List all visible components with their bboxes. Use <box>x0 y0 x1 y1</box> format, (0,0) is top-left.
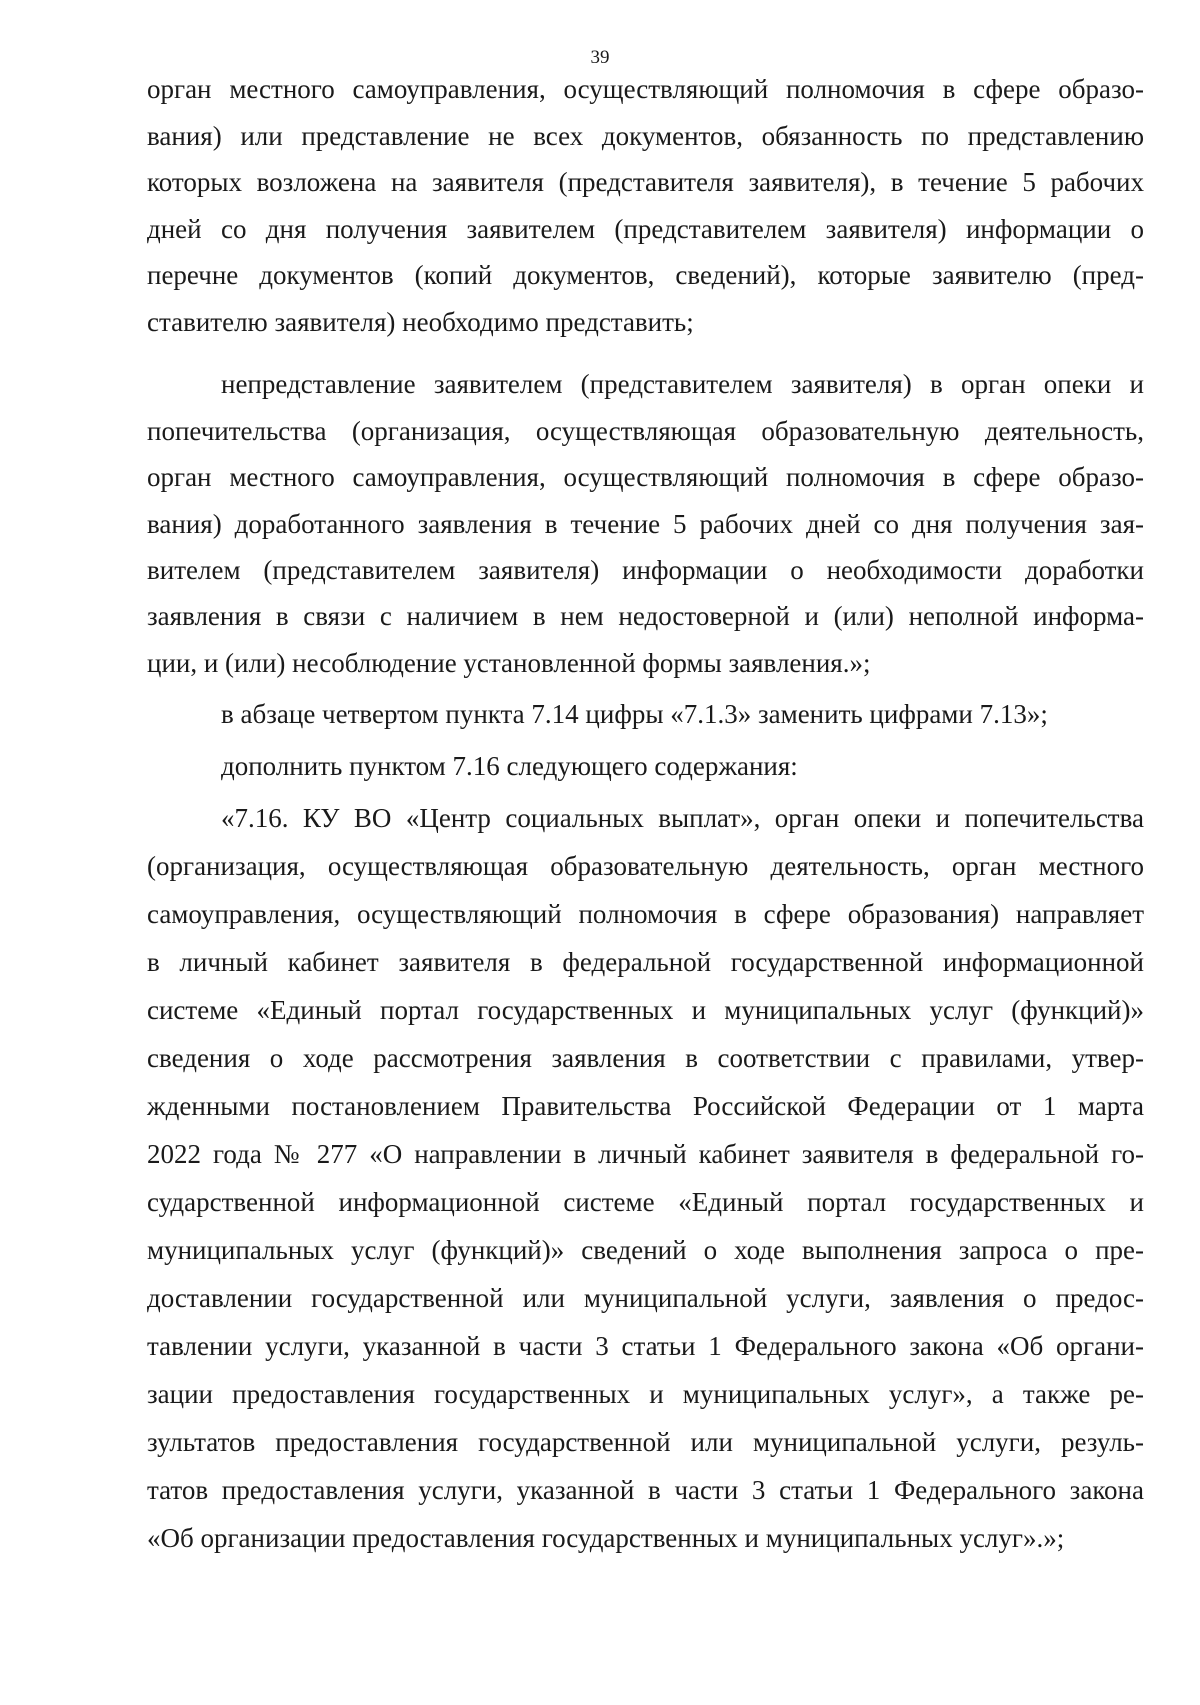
text-line: вания) или представление не всех документов, обязанность по представлению <box>147 121 1144 151</box>
text-line: орган местного самоуправления, осуществляющий полномочия в сфере образо- <box>147 74 1144 104</box>
text-line: перечне документов (копий документов, сведений), которые заявителю (пред- <box>147 260 1144 290</box>
text-line: непредставление заявителем (представителем заявителя) в орган опеки и <box>221 369 1144 399</box>
text-line: зультатов предоставления государственной или муниципальной услуги, резуль- <box>147 1427 1144 1457</box>
text-line: которых возложена на заявителя (представителя заявителя), в течение 5 рабочих <box>147 167 1144 197</box>
text-line: жденными постановлением Правительства Российской Федерации от 1 марта <box>147 1091 1144 1121</box>
text-line: заявления в связи с наличием в нем недостоверной и (или) неполной информа- <box>147 601 1144 631</box>
text-line: попечительства (организация, осуществляющая образовательную деятельность, <box>147 416 1144 446</box>
text-line: «7.16. КУ ВО «Центр социальных выплат», орган опеки и попечительства <box>221 803 1144 833</box>
text-line: вания) доработанного заявления в течение 5 рабочих дней со дня получения зая- <box>147 509 1144 539</box>
text-line: вителем (представителем заявителя) информации о необходимости доработки <box>147 555 1144 585</box>
text-line: сударственной информационной системе «Единый портал государственных и <box>147 1187 1144 1217</box>
text-line: самоуправления, осуществляющий полномочия в сфере образования) направляет <box>147 899 1144 929</box>
text-line: зации предоставления государственных и муниципальных услуг», а также ре- <box>147 1379 1144 1409</box>
text-line: сведения о ходе рассмотрения заявления в соответствии с правилами, утвер- <box>147 1043 1144 1073</box>
text-line: (организация, осуществляющая образовательную деятельность, орган местного <box>147 851 1144 881</box>
text-line: тавлении услуги, указанной в части 3 статьи 1 Федерального закона «Об органи- <box>147 1331 1144 1361</box>
text-line: в абзаце четвертом пункта 7.14 цифры «7.1.3» заменить цифрами 7.13»; <box>221 699 1048 729</box>
text-line: муниципальных услуг (функций)» сведений о ходе выполнения запроса о пре- <box>147 1235 1144 1265</box>
text-line: 2022 года № 277 «О направлении в личный кабинет заявителя в федеральной го- <box>147 1139 1144 1169</box>
text-line: доставлении государственной или муниципальной услуги, заявления о предос- <box>147 1283 1144 1313</box>
page-number: 39 <box>590 47 610 68</box>
text-line: «Об организации предоставления государственных и муниципальных услуг».»; <box>147 1523 1065 1553</box>
text-line: татов предоставления услуги, указанной в части 3 статьи 1 Федерального закона <box>147 1475 1144 1505</box>
text-line: в личный кабинет заявителя в федеральной государственной информационной <box>147 947 1144 977</box>
text-line: ставителю заявителя) необходимо представить; <box>147 307 694 337</box>
text-line: ции, и (или) несоблюдение установленной формы заявления.»; <box>147 648 871 678</box>
text-line: дополнить пунктом 7.16 следующего содержания: <box>221 751 798 781</box>
text-line: системе «Единый портал государственных и муниципальных услуг (функций)» <box>147 995 1144 1025</box>
text-line: орган местного самоуправления, осуществляющий полномочия в сфере образо- <box>147 462 1144 492</box>
text-line: дней со дня получения заявителем (представителем заявителя) информации о <box>147 214 1144 244</box>
